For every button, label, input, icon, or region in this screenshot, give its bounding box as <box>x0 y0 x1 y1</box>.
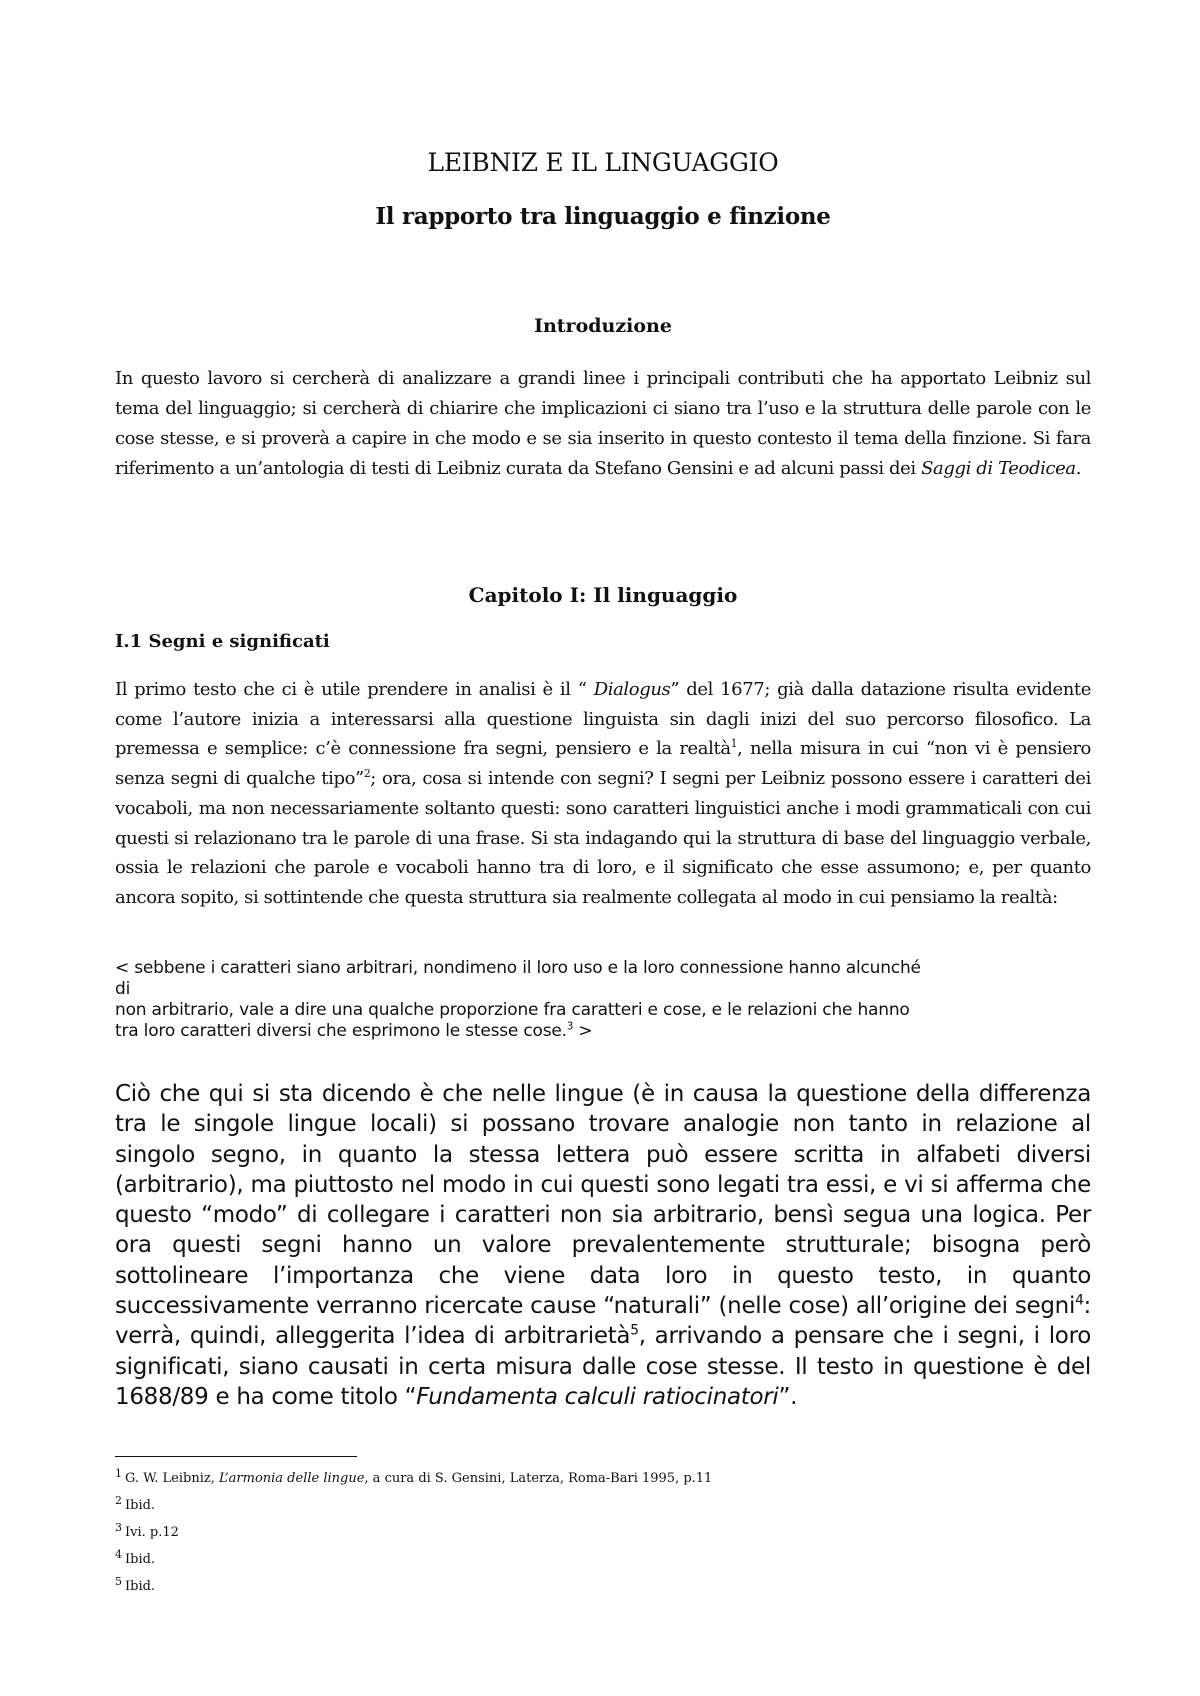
section-heading: I.1 Segni e significati <box>115 631 330 652</box>
footnote-ref-3[interactable]: 3 <box>566 1021 574 1033</box>
section-text-b: ” del 1677; già dalla datazione risulta evidente come l’autore inizia a interessarsi alla questione linguista sin dagli inizi del suo percorso filosofico. La premessa e semplice: c’è connessione fra segni, pensiero e la realtà <box>115 679 1091 760</box>
main-text-4: ”. <box>778 1383 798 1410</box>
footnote-ref-2[interactable]: 2 <box>363 767 371 781</box>
main-paragraph <box>115 1079 1091 1412</box>
main-text-3: , arrivando a pensare che i segni, i loro significati, siano causati in certa misura dalle cose stesse. Il testo in questione è del 1688/89 e ha come titolo “ <box>115 1323 1092 1410</box>
quote-line-4 <box>115 1021 1091 1042</box>
section-text-c: , nella misura in cui “non vi è pensiero senza segni di qualche tipo” <box>115 738 1091 790</box>
section-text-d: ; ora, cosa si intende con segni? I segni per Leibniz possono essere i caratteri dei vocaboli, ma non necessariamente soltanto questi: sono caratteri linguistici anche i modi grammaticali con cui questi si relazionano tra le parole di una frase. Si sta indagando qui la struttura di base del linguaggio verbale, ossia le relazioni che parole e vocaboli hanno tra di loro, e il significato che esse assumono; e, per quanto ancora sopito, si sottintende che questa struttura sia realmente collegata al modo in cui pensiamo la realtà: <box>115 768 1091 908</box>
chapter-heading: Capitolo I: Il linguaggio <box>468 583 738 607</box>
footnote-ref-4[interactable]: 4 <box>1075 1292 1084 1309</box>
document-subtitle: Il rapporto tra linguaggio e finzione <box>375 203 831 230</box>
introduction-heading: Introduzione <box>534 315 672 337</box>
footnote-1: $^1$ G. W. Leibniz, L’armonia delle lingue, a cura di S. Gensini, Laterza, Roma-Bari 1995, p.11 <box>115 1467 713 1486</box>
footnote-separator <box>115 1456 357 1457</box>
intro-text-2: . <box>1075 458 1082 479</box>
intro-italic-title: Saggi di Teodicea <box>921 458 1076 479</box>
section-paragraph <box>115 675 1091 913</box>
footnote-5: $^5$ Ibid. <box>115 1575 156 1594</box>
section-italic-dialogus: Dialogus <box>593 679 671 700</box>
footnotes <box>115 1463 1091 1598</box>
section-text-a: Il primo testo che ci è utile prendere in analisi è il “ <box>115 679 594 700</box>
block-quote <box>115 958 1091 1042</box>
footnote-4: $^4$ Ibid. <box>115 1548 156 1567</box>
quote-line-3: non arbitrario, vale a dire una qualche proporzione fra caratteri e cose, e le relazioni che hanno <box>115 1000 910 1020</box>
quote-line-1: < sebbene i caratteri siano arbitrari, nondimeno il loro uso e la loro connessione hanno alcunché <box>115 958 921 978</box>
main-text-1: Ciò che qui si sta dicendo è che nelle lingue (è in causa la questione della differenza tra le singole lingue locali) si possano trovare analogie non tanto in relazione al singolo segno, in quanto la stessa lettera può essere scritta in alfabeti diversi (arbitrario), ma piuttosto nel modo in cui questi sono legati tra essi, e vi si afferma che questo “modo” di collegare i caratteri non sia arbitrario, bensì segua una logica. Per ora questi segni hanno un valore prevalentemente strutturale; bisogna però sottolineare l’importanza che viene data loro in questo testo, in quanto successivamente verranno ricercate cause “naturali” (nelle cose) all’origine dei segni <box>115 1081 1091 1320</box>
quote-line-4-end: > <box>573 1021 593 1041</box>
main-italic-title: Fundamenta calculi ratiocinatori <box>416 1383 779 1410</box>
footnote-ref-1[interactable]: 1 <box>730 737 738 751</box>
footnote-ref-5[interactable]: 5 <box>630 1322 639 1339</box>
footnote-3: $^3$ Ivi. p.12 <box>115 1521 179 1540</box>
main-text-2: : verrà, quindi, alleggerita l’idea di arbitrarietà <box>115 1293 1091 1350</box>
footnote-2: $^2$ Ibid. <box>115 1494 156 1513</box>
quote-line-4-text: tra loro caratteri diversi che esprimono le stesse cose. <box>115 1021 567 1041</box>
intro-text-1: In questo lavoro si cercherà di analizzare a grandi linee i principali contributi che ha apportato Leibniz sul tema del linguaggio; si cercherà di chiarire che implicazioni ci siano tra l’uso e la struttura delle parole con le cose stesse, e si proverà a capire in che modo e se sia inserito in questo contesto il tema della finzione. Si fara riferimento a un’antologia di testi di Leibniz curata da Stefano Gensini e ad alcuni passi dei <box>115 368 1091 479</box>
document-title: LEIBNIZ E IL LINGUAGGIO <box>427 148 779 177</box>
quote-line-2: di <box>115 979 131 999</box>
introduction-paragraph <box>115 364 1091 484</box>
